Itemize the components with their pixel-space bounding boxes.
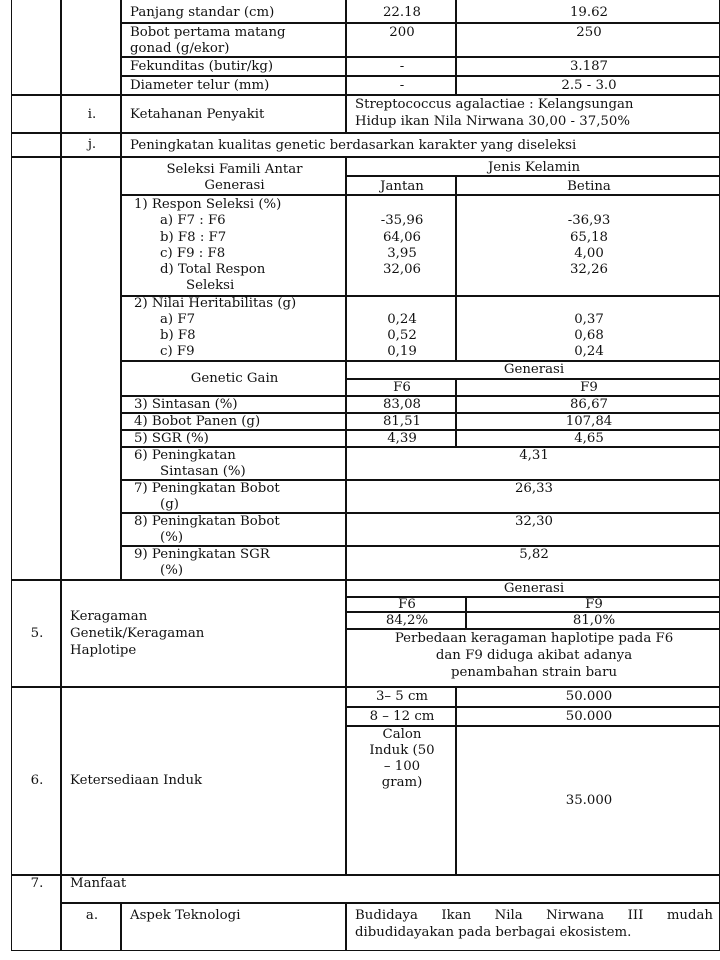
response-title: 1) Respon Seleksi (%) (134, 197, 282, 212)
col-male: Jantan (380, 179, 424, 194)
top-row-2-male: 200 (389, 25, 415, 40)
broodstock-value: 35.000 (565, 793, 613, 808)
top-row-3-female: 3.187 (569, 59, 609, 74)
top-row-2-label-1: Bobot pertama matang (130, 25, 286, 40)
col-female: Betina (567, 179, 611, 194)
gain-group: Generasi (503, 362, 565, 377)
top-row-4-male: - (399, 78, 405, 93)
top-row-1-label: Panjang standar (cm) (130, 5, 275, 20)
heritability-title: 2) Nilai Heritabilitas (g) (134, 296, 297, 311)
top-row-1-male: 22.18 (382, 5, 422, 20)
item-i-value-1: Streptococcus agalactiae : Kelangsungan (355, 97, 634, 112)
top-row-2-label-2: gonad (g/ekor) (130, 41, 230, 56)
section6-number: 6. (30, 773, 44, 788)
item-i-value-2: Hidup ikan Nila Nirwana 30,00 - 37,50% (355, 114, 630, 129)
letter-col-cell (61, 0, 121, 95)
top-row-4-female: 2.5 - 3.0 (561, 78, 617, 93)
top-row-2-female: 250 (576, 25, 602, 40)
section7-number: 7. (30, 876, 44, 891)
item-i-label: Ketahanan Penyakit (130, 107, 265, 122)
item-i-letter: i. (87, 107, 97, 122)
top-row-3-male: - (399, 59, 405, 74)
section7-label: Manfaat (70, 876, 127, 891)
section5-value-f9: 81,0% (572, 613, 616, 628)
section5-value-f6: 84,2% (385, 613, 429, 628)
left-col-cell (11, 0, 61, 95)
top-row-1-female: 19.62 (569, 5, 609, 20)
document-table: Panjang standar (cm) 22.18 19.62 Bobot pertama matang gonad (g/ekor) 200 250 Fekunditas (butir/kg) - 3.187 Diameter telur (mm) - 2.5 - 3.0 i. Ketahanan Penyakit Streptococcus agalactiae : Kelangsungan Hidup ikan Nila Nirwana 30,00 - 37,50% j. Peningkatan kualitas genetic berdasarkan karakter yang diseleksi Seleksi Famili Antar Generasi Jenis Kelamin Jantan Betina 1) Respon Seleksi (%) a) F7 : F6 -35,96 -36,93 b) F8 : F7 64,06 65,18 c) F9 : F8 3,95 4,00 d) Total Respon Seleksi 32,06 32,26 2) Nilai Heritabilitas (g) a) F7 0,24 0,37 b) F8 0,52 0,68 c) F9 0,19 0,24 Genetic Gain Generasi F6 F9 3) Sintasan (%) 83,08 86,67 4) Bobot Panen (g) 81,51 107,84 5) SGR (%) 4,39 4,65 6) Peningkatan Sintasan (%) 4,31 7) Peningkatan Bobot (g) 26,33 8) Peningkatan Bobot (%) 32,30 9) Peningkatan SGR (%) 5,82 5. Keragaman Genetik/Keragaman Haplotipe Generasi F6 F9 84,2% 81,0% Perbedaan keragaman haplotipe pada F6 dan F9 diduga akibat adanya penambahan strain baru 6. Ketersediaan Induk 3– 5 cm 50.000 8 – 12 cm 50.000 Calon Induk (50 – 100 gram) 35.000 7. Manfaat a. Aspek Teknologi Budidaya Ikan Nila Nirwana III mudah dibudidayakan pada berbagai ekosistem. (12, 0, 720, 952)
item-j-letter: j. (87, 137, 97, 152)
item-j-text: Peningkatan kualitas genetic berdasarkan karakter yang diseleksi (130, 138, 577, 153)
top-row-3-label: Fekunditas (butir/kg) (130, 59, 274, 74)
top-row-4-label: Diameter telur (mm) (130, 78, 270, 93)
section5-number: 5. (30, 626, 44, 641)
